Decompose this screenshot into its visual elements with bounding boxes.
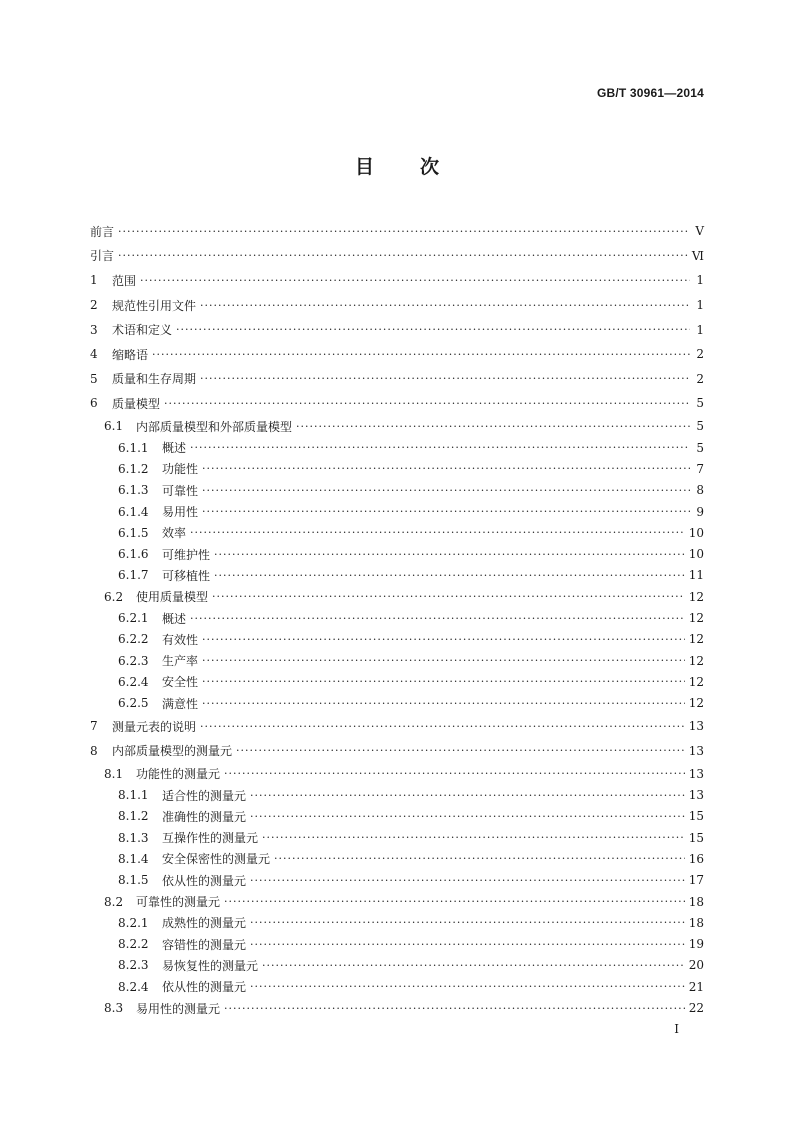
toc-entry-label: 测量元表的说明 (112, 719, 197, 734)
toc-leader-dots (190, 526, 685, 539)
toc-leader-dots (190, 441, 690, 454)
toc-entry[interactable] (90, 848, 704, 869)
toc-entry[interactable] (90, 480, 704, 501)
toc-entry[interactable] (90, 458, 704, 479)
toc-entry[interactable] (90, 317, 704, 342)
toc-entry-number: 6.2.4 (118, 674, 149, 689)
toc-entry-label: 可靠性 (162, 483, 199, 498)
toc-entry[interactable] (90, 219, 704, 244)
toc-entry[interactable] (90, 714, 704, 739)
toc-entry-page: 15 (688, 809, 704, 824)
toc-entry-number: 8.1.3 (118, 830, 149, 845)
toc-entry-number: 6.1.1 (118, 440, 149, 455)
toc-entry-number: 6.1.2 (118, 461, 149, 476)
toc-entry[interactable] (90, 827, 704, 848)
toc-entry-page: 5 (696, 396, 704, 411)
toc-entry[interactable] (90, 522, 704, 543)
toc-entry-number: 6.1.6 (118, 547, 149, 562)
toc-leader-dots (236, 744, 685, 757)
toc-entry-page: 20 (688, 958, 704, 973)
toc-entry-number: 8.1.4 (118, 851, 149, 866)
toc-leader-dots (202, 462, 690, 475)
toc-entry-page: 11 (688, 568, 704, 583)
toc-entry[interactable] (90, 244, 704, 269)
toc-leader-dots (262, 959, 685, 972)
toc-leader-dots (250, 810, 685, 823)
toc-entry-label: 满意性 (162, 696, 199, 711)
toc-entry-label: 使用质量模型 (136, 590, 209, 605)
toc-entry-page: 13 (688, 788, 704, 803)
toc-entry-number: 8.1.2 (118, 809, 149, 824)
toc-entry-page: 1 (696, 298, 704, 313)
toc-entry-label: 可维护性 (162, 547, 211, 562)
toc-entry-label: 有效性 (162, 632, 199, 647)
toc-entry-label: 前言 (90, 224, 115, 239)
toc-title-char: 次 (420, 156, 440, 178)
toc-entry-page: 17 (688, 873, 704, 888)
toc-entry[interactable] (90, 763, 704, 784)
toc-entry-number: 8.2.4 (118, 979, 149, 994)
toc-entry-label: 内部质量模型的测量元 (112, 744, 233, 759)
toc-entry[interactable] (90, 416, 704, 437)
toc-entry-page: 12 (688, 674, 704, 689)
toc-entry-page: 12 (688, 632, 704, 647)
toc-entry[interactable] (90, 671, 704, 692)
toc-leader-dots (250, 874, 685, 887)
toc-entry-label: 质量模型 (112, 396, 161, 411)
toc-entry-number: 6.2.1 (118, 611, 149, 626)
toc-leader-dots (176, 323, 690, 336)
toc-entry-page: Ⅴ (695, 224, 704, 239)
toc-leader-dots (262, 831, 685, 844)
toc-leader-dots (224, 895, 685, 908)
toc-entry-number: 6 (90, 396, 98, 411)
toc-entry-number: 6.1 (104, 419, 124, 434)
toc-entry-number: 8.2.3 (118, 958, 149, 973)
toc-entry[interactable] (90, 565, 704, 586)
toc-leader-dots (250, 916, 685, 929)
toc-entry-number: 8.2.2 (118, 937, 149, 952)
toc-entry-page: 5 (696, 419, 704, 434)
toc-entry-label: 功能性的测量元 (136, 767, 221, 782)
toc-entry-label: 可靠性的测量元 (136, 895, 221, 910)
toc-entry[interactable] (90, 342, 704, 367)
toc-leader-dots (250, 789, 685, 802)
toc-leader-dots (202, 633, 685, 646)
toc-leader-dots (250, 980, 685, 993)
toc-entry-label: 互操作性的测量元 (162, 831, 259, 846)
toc-leader-dots (140, 274, 690, 287)
toc-entry-page: 12 (688, 611, 704, 626)
toc-entry-page: 18 (688, 915, 704, 930)
toc-leader-dots (214, 548, 685, 561)
toc-leader-dots (202, 675, 685, 688)
toc-entry[interactable] (90, 586, 704, 607)
toc-leader-dots (118, 225, 690, 238)
toc-entry-page: 12 (688, 696, 704, 711)
toc-entry-page: 1 (696, 322, 704, 337)
toc-entry[interactable] (90, 693, 704, 714)
toc-entry[interactable] (90, 268, 704, 293)
toc-entry-number: 6.2.2 (118, 632, 149, 647)
toc-entry[interactable] (90, 650, 704, 671)
toc-title (0, 152, 794, 179)
toc-entry[interactable] (90, 806, 704, 827)
toc-entry-label: 依从性的测量元 (162, 980, 247, 995)
toc-entry-page: 13 (688, 743, 704, 758)
toc-entry-number: 6.1.3 (118, 483, 149, 498)
toc-entry-number: 5 (90, 371, 98, 386)
toc-entry-page: 5 (696, 440, 704, 455)
toc-entry-number: 8.1 (104, 766, 124, 781)
toc-leader-dots (164, 397, 690, 410)
toc-entry-page: 2 (696, 347, 704, 362)
toc-leader-dots (202, 654, 685, 667)
toc-leader-dots (214, 569, 685, 582)
toc-entry[interactable] (90, 629, 704, 650)
toc-entry-label: 规范性引用文件 (112, 298, 197, 313)
page-number: I (674, 1022, 679, 1036)
toc-leader-dots (202, 484, 690, 497)
toc-entry-label: 范围 (112, 273, 137, 288)
toc-entry[interactable] (90, 739, 704, 764)
toc-entry[interactable] (90, 933, 704, 954)
toc-entry-number: 2 (90, 298, 98, 313)
toc-entry-page: 10 (688, 547, 704, 562)
toc-entry-label: 安全性 (162, 675, 199, 690)
toc-entry-label: 生产率 (162, 654, 199, 669)
toc-entry-page: 8 (696, 483, 704, 498)
toc-entry-page: 10 (688, 525, 704, 540)
toc-entry-page: 18 (688, 894, 704, 909)
toc-entry-label: 可移植性 (162, 568, 211, 583)
toc-entry-label: 安全保密性的测量元 (162, 852, 271, 867)
toc-entry-number: 6.2.5 (118, 696, 149, 711)
toc-entry-number: 6.1.7 (118, 568, 149, 583)
toc-entry-page: 13 (688, 766, 704, 781)
toc-entry-label: 概述 (162, 441, 187, 456)
toc-entry-number: 3 (90, 322, 98, 337)
toc-title-char: 目 (354, 156, 374, 178)
toc-entry-page: 15 (688, 830, 704, 845)
toc-entry-label: 缩略语 (112, 347, 149, 362)
toc-entry[interactable] (90, 976, 704, 997)
toc-entry-page: Ⅵ (691, 248, 704, 263)
toc-leader-dots (296, 420, 690, 433)
toc-entry-number: 6.1.4 (118, 504, 149, 519)
toc-entry-page: 13 (688, 719, 704, 734)
toc-entry[interactable] (90, 391, 704, 416)
toc-entry-page: 2 (696, 371, 704, 386)
toc-entry-label: 概述 (162, 611, 187, 626)
toc-entry[interactable] (90, 870, 704, 891)
toc-entry[interactable] (90, 501, 704, 522)
toc-entry[interactable] (90, 891, 704, 912)
toc-leader-dots (224, 767, 685, 780)
toc-entry-number: 8.1.5 (118, 873, 149, 888)
standard-code: GB/T 30961—2014 (596, 86, 704, 100)
toc-entry-number: 8.1.1 (118, 788, 149, 803)
toc-entry-page: 19 (688, 937, 704, 952)
toc-entry-label: 内部质量模型和外部质量模型 (136, 419, 293, 434)
toc-leader-dots (200, 720, 685, 733)
toc-entry-page: 7 (696, 461, 704, 476)
toc-leader-dots (224, 1002, 685, 1015)
toc-entry-number: 8.2 (104, 894, 124, 909)
toc-leader-dots (212, 590, 685, 603)
toc-leader-dots (202, 697, 685, 710)
toc-entry-label: 易用性 (162, 505, 199, 520)
toc-entry[interactable] (90, 912, 704, 933)
toc-entry-label: 准确性的测量元 (162, 809, 247, 824)
toc-entry-page: 16 (688, 851, 704, 866)
toc-entry-page: 9 (696, 504, 704, 519)
toc-entry-label: 引言 (90, 249, 115, 264)
toc-entry-number: 4 (90, 347, 98, 362)
toc-entry-label: 功能性 (162, 462, 199, 477)
toc-entry[interactable] (90, 437, 704, 458)
toc-entry-number: 8 (90, 743, 98, 758)
toc-entry[interactable] (90, 607, 704, 628)
toc-entry-number: 7 (90, 719, 98, 734)
toc-leader-dots (152, 348, 690, 361)
toc-leader-dots (200, 372, 690, 385)
toc-entry-number: 8.3 (104, 1001, 124, 1015)
toc-entry-page: 12 (688, 653, 704, 668)
toc-entry-label: 术语和定义 (112, 323, 173, 338)
toc-entry[interactable] (90, 367, 704, 392)
toc-entry-label: 易用性的测量元 (136, 1001, 221, 1016)
toc-entry[interactable] (90, 544, 704, 565)
toc-entry-label: 质量和生存周期 (112, 372, 197, 387)
toc-entry[interactable] (90, 997, 704, 1018)
toc-leader-dots (190, 612, 685, 625)
toc-entry-label: 效率 (162, 526, 187, 541)
toc-entry-label: 依从性的测量元 (162, 873, 247, 888)
toc-entry-label: 易恢复性的测量元 (162, 958, 259, 973)
toc-entry-page: 12 (688, 589, 704, 604)
toc-entry[interactable] (90, 955, 704, 976)
toc-entry-label: 容错性的测量元 (162, 937, 247, 952)
toc-entry-page: 22 (688, 1001, 704, 1015)
toc-leader-dots (200, 299, 690, 312)
toc-entry-number: 6.1.5 (118, 525, 149, 540)
toc-entry-label: 适合性的测量元 (162, 788, 247, 803)
toc-leader-dots (118, 249, 688, 262)
toc-leader-dots (274, 852, 685, 865)
table-of-contents (90, 219, 704, 1019)
toc-leader-dots (250, 938, 685, 951)
toc-entry[interactable] (90, 784, 704, 805)
toc-entry-number: 1 (90, 273, 98, 288)
toc-entry-page: 21 (688, 979, 704, 994)
toc-entry-number: 6.2 (104, 589, 124, 604)
toc-entry-number: 8.2.1 (118, 915, 149, 930)
toc-entry-label: 成熟性的测量元 (162, 916, 247, 931)
toc-entry[interactable] (90, 293, 704, 318)
toc-entry-number: 6.2.3 (118, 653, 149, 668)
toc-leader-dots (202, 505, 690, 518)
toc-entry-page: 1 (696, 273, 704, 288)
